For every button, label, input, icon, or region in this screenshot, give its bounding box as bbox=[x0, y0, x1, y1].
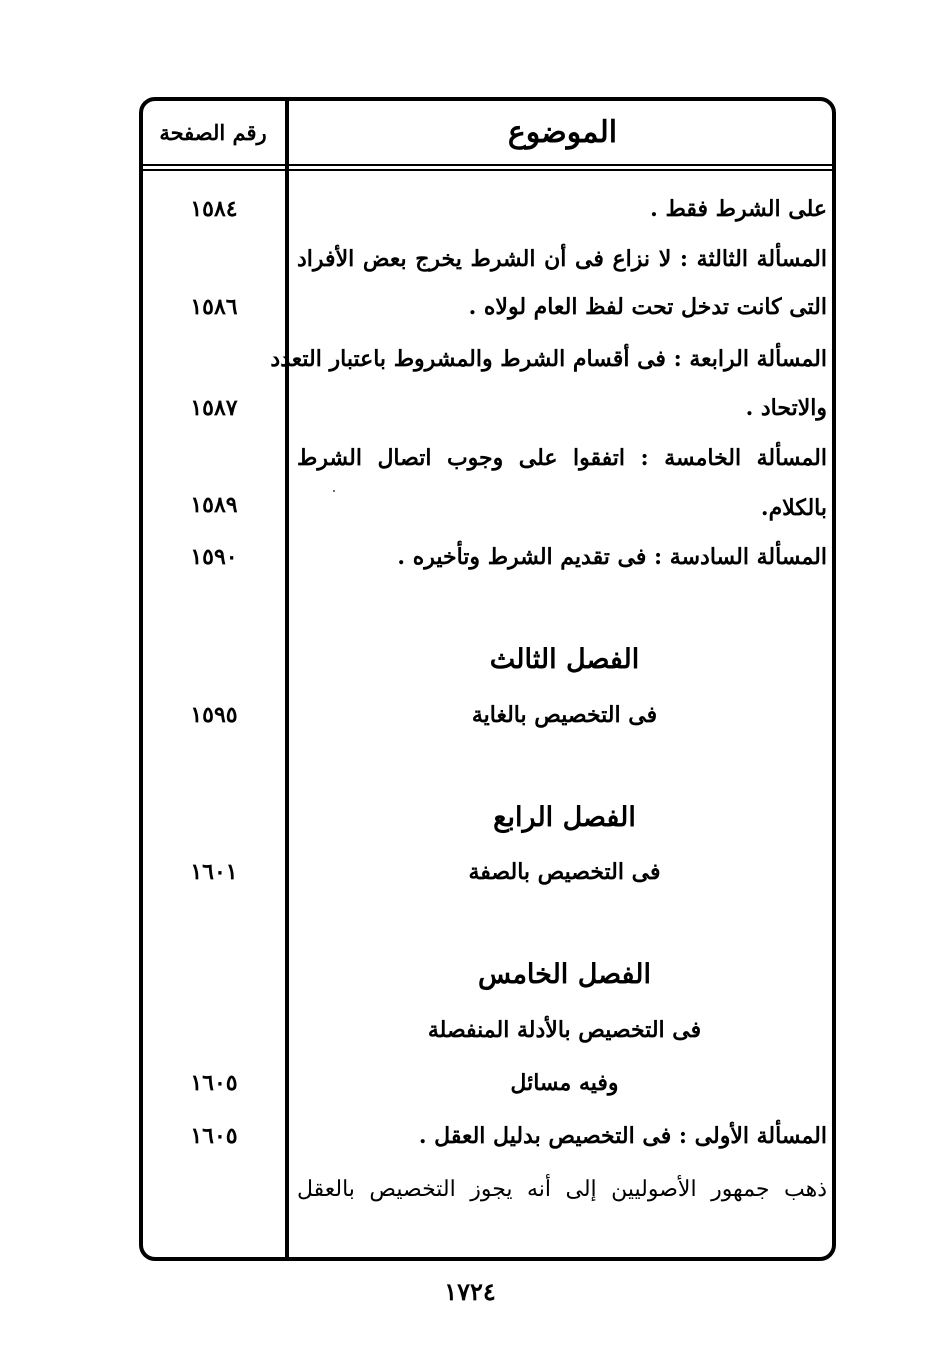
page-number: ١٦٠٥ bbox=[190, 1070, 238, 1096]
chapter-title: الفصل الخامس bbox=[478, 959, 651, 990]
page-number-column-header: رقم الصفحة bbox=[159, 120, 267, 145]
page-number: ١٥٩٥ bbox=[190, 702, 238, 728]
topic-column-header: الموضوع bbox=[507, 115, 618, 150]
header-double-rule bbox=[141, 164, 834, 171]
entry-line: المسألة الرابعة : فى أقسام الشرط والمشروط باعتبار التعدد bbox=[270, 346, 827, 372]
entry-line: المسألة السادسة : فى تقديم الشرط وتأخيره . bbox=[397, 544, 827, 570]
page-number: ١٦٠٥ bbox=[190, 1123, 238, 1149]
entry-line: المسألة الخامسة : اتفقوا على وجوب اتصال الشرط bbox=[297, 445, 827, 471]
page-number: ١٥٨٦ bbox=[190, 294, 238, 320]
entry-line: على الشرط فقط . bbox=[650, 196, 827, 222]
chapter-title: الفصل الثالث bbox=[489, 644, 640, 675]
chapter-title: الفصل الرابع bbox=[493, 802, 636, 833]
entry-line: ذهب جمهور الأصوليين إلى أنه يجوز التخصيص بالعقل bbox=[297, 1177, 827, 1202]
folio-number: ١٧٢٤ bbox=[444, 1277, 496, 1306]
entry-line: المسألة الثالثة : لا نزاع فى أن الشرط يخرج بعض الأفراد bbox=[297, 246, 827, 272]
chapter-subtitle: فى التخصيص بالغاية bbox=[471, 702, 658, 728]
scan-speck bbox=[333, 490, 335, 492]
chapter-subtitle: فى التخصيص بالصفة bbox=[468, 859, 661, 885]
entry-line: والاتحاد . bbox=[745, 395, 827, 421]
page-number: ١٥٨٤ bbox=[190, 196, 238, 222]
chapter-note: وفيه مسائل bbox=[510, 1070, 619, 1096]
page-number: ١٥٨٩ bbox=[190, 492, 238, 518]
page-number: ١٥٩٠ bbox=[190, 544, 238, 570]
entry-line: المسألة الأولى : فى التخصيص بدليل العقل . bbox=[418, 1123, 827, 1149]
entry-line: التى كانت تدخل تحت لفظ العام لولاه . bbox=[468, 294, 827, 320]
chapter-subtitle: فى التخصيص بالأدلة المنفصلة bbox=[427, 1017, 702, 1043]
page-number: ١٦٠١ bbox=[190, 859, 238, 885]
page-number: ١٥٨٧ bbox=[190, 395, 238, 421]
column-divider bbox=[285, 99, 289, 1259]
entry-line: بالكلام. bbox=[760, 495, 827, 521]
